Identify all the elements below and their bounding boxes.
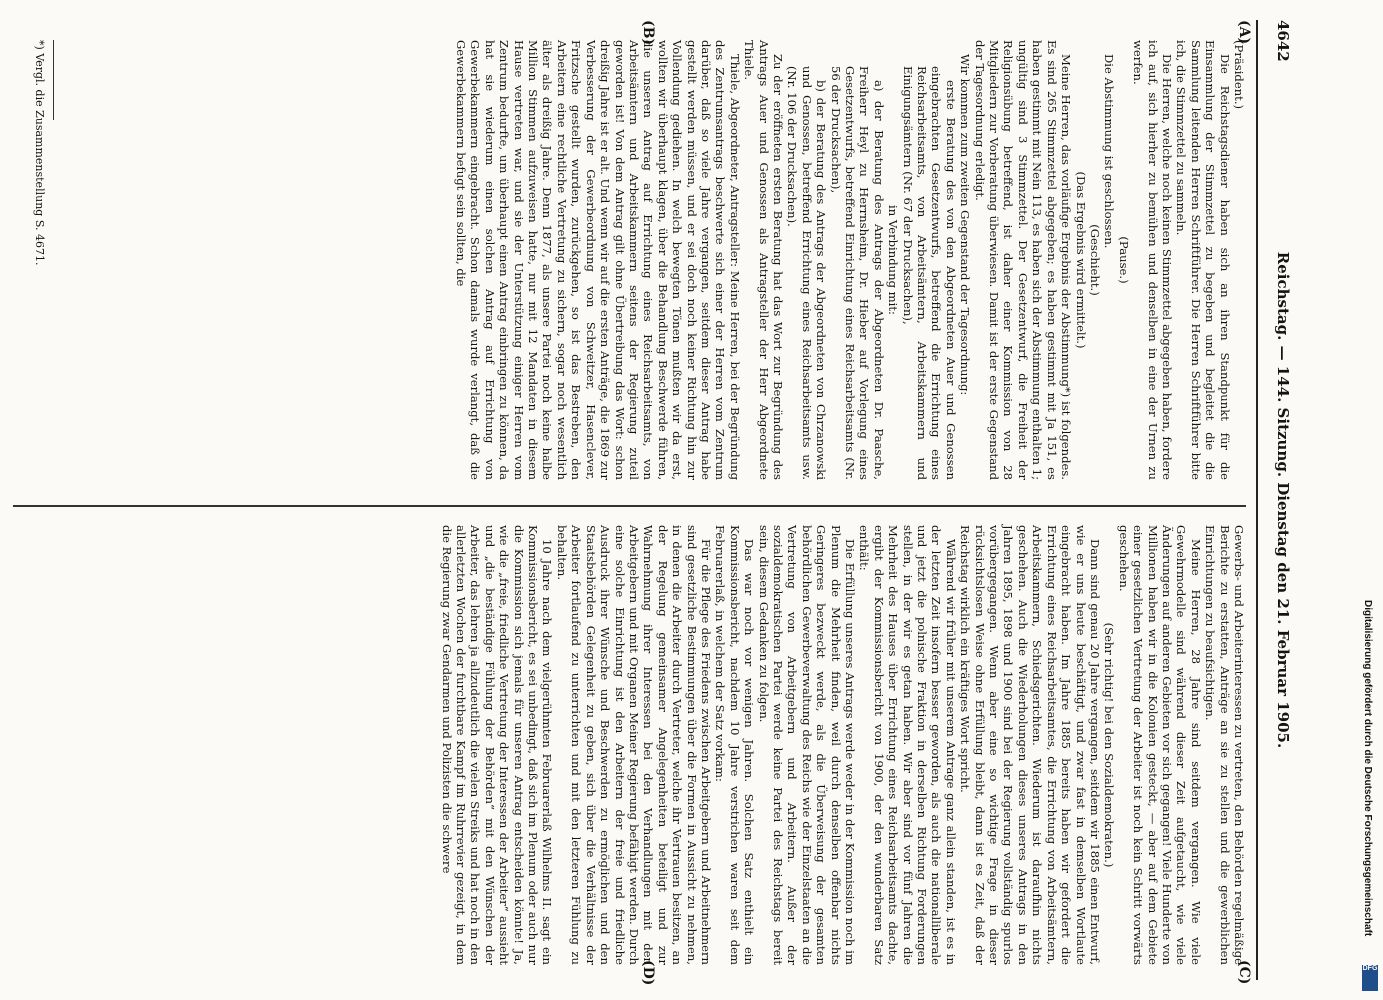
marker-c: (C) bbox=[1236, 960, 1252, 985]
paragraph: Thiele, Abgeordneter, Antragsteller: Meine Herren, bei der Begründung des Zentrumsantrags beschwerte sich einer der Herren vom Zentrum darüber, daß so viele Jahre vergangen, seitdem dieser Antrag habe gestellt werden müssen, und er sei doch noch keiner Richtung hin zur Vollendung gediehen. In welch bewegten Tönen mußten wir da erst, wollten wir überhaupt klagen, über die Behandlung Beschwerde führen, die unseren Antrag auf Errichtung eines Reichsarbeitsamts, von Arbeitsämtern und Arbeitskammern seitens der Regierung zuteil geworden ist! Von dem Antrag gilt ohne Übertreibung das Wort: schon dreißig Jahre ist er alt. Und wenn wir auf die ersten Anträge, die 1869 zur Verbesserung der Gewerbeordnung von Schweitzer, Hasenclever, Fritzsche gestellt wurden, zurückgehen, so ist das Bestreben, den Arbeitern eine rechtliche Vertretung zu sichern, sogar noch wesentlich älter als dreißig Jahre. Denn 1877, als unsere Partei noch keine halbe Million Stimmen aufzuweisen hatte, nur mit 12 Mandaten in diesem Hause vertreten war, und sie der Unterstützung einiger Herren vom Zentrum bedurfte, um überhaupt einen Antrag einbringen zu können, da hat sie wiederum einen solchen Antrag auf Errichtung von Gewerbekammern eingebracht. Schon damals wurde verlangt, daß die Gewerbekammern befugt sein sollten, die bbox=[454, 40, 742, 480]
paragraph: Wir kommen zum zweiten Gegenstand der Tagesordnung: bbox=[958, 54, 973, 396]
paragraph: (Pause.) bbox=[1116, 236, 1131, 284]
paragraph: b) der Beratung des Antrags der Abgeordneten von Chrzanowski und Genossen, betreffend Errichtung eines Reichsarbeitsamts usw. (Nr. 106 der Drucksachen). bbox=[785, 66, 829, 480]
paragraph: Gewerbs- und Arbeiterinteressen zu vertreten, den Behörden regelmäßige Berichte zu erstatten, Anträge an sie zu stellen und die gewerblichen Einrichtungen zu beaufsichtigen. bbox=[1203, 525, 1246, 965]
paragraph: in Verbindung mit: bbox=[886, 205, 901, 315]
marker-b: (B) bbox=[640, 20, 656, 46]
paragraph: erste Beratung des von den Abgeordneten Auer und Genossen eingebrachten Gesetzentwurfs, betreffend die Errichtung eines Reichsarbeitsamts, von Arbeitsämtern, Arbeitskammern und Einigungsämtern (Nr. 67 der Drucksachen), bbox=[900, 66, 958, 480]
paragraph: Die Erfüllung unseres Antrags werde weder in der Kommission noch im Plenum die Mehrheit finden, weil durch denselben offenbar nichts Geringeres bezweckt werde, als die Überweisung der gesamten behördlichen Gewerbeverwaltung des Reichs wie der Einzelstaaten an die Vertretung von Arbeitgebern und Arbeitern. Außer der sozialdemokratischen Partei werde keine Partei des Reichstags bereit sein, diesem Gedanken zu folgen. bbox=[756, 525, 858, 965]
marker-d: (D) bbox=[640, 960, 656, 986]
paragraph: (Geschieht.) bbox=[1087, 224, 1102, 296]
credit-text: Digitalisierung gefördert durch die Deutsche Forschungsgemeinschaft bbox=[1362, 600, 1373, 937]
footnote-rule bbox=[53, 40, 54, 120]
dfg-logo: DFG bbox=[1362, 965, 1378, 991]
paragraph: a) der Beratung des Antrags der Abgeordneten Dr. Paasche, Freiherr Heyl zu Herrnsheim, Dr. Hieber auf Vorlegung eines Gesetzentwurfs, betreffend Einrichtung eines Reichsarbeitsamts (Nr. 56 der Drucksachen), bbox=[828, 66, 886, 480]
paragraph: 10 Jahre nach dem vielgerühmten Februarerlaß Wilhelms II. sagt ein Kommissionsbericht, es sei unbedingt, daß sich im Plenum oder auch nur die Kommission sich jemals für unseren Antrag entscheiden könnte! Ja, wie die „freie, friedliche Vertretung der Interessen der Arbeiter“ aussieht und „die beständige Fühlung der Behörden“ mit den Wünschen der Arbeiter, das lehren ja allzudeutlich die vielen Streiks und hat noch in den allerletzten Wochen der furchtbare Kampf im Ruhrrevier gezeigt, in dem die Regierung zwar Gendarmen und Polizisten die schwere bbox=[439, 525, 555, 965]
paragraph: Für die Pflege des Friedens zwischen Arbeitgebern und Arbeitnehmern sind gesetzliche Bestimmungen über die Formen in Aussicht zu nehmen, in denen die Arbeiter durch Vertreter, welche ihr Vertrauen besitzen, an der Regelung gemeinsamer Angelegenheiten beteiligt und zur Wahrnehmung ihrer Interessen bei den Verhandlungen mit den Arbeitgebern und mit Organen Meiner Regierung befähigt werden. Durch eine solche Einrichtung ist den Arbeitern der freie und friedliche Ausdruck ihrer Wünsche und Beschwerden zu ermöglichen und den Staatsbehörden Gelegenheit zu geben, sich über die Verhältnisse der Arbeiter fortlaufend zu unterrichten und mit den letzteren Fühlung zu behalten. bbox=[554, 525, 713, 965]
paragraph: Die Reichstagsdiener haben sich an ihren Standpunkt für die Einsammlung der Stimmzettel zu begeben und begleitet die die Sammlung leitenden Herren Schriftführer. Die Herren Schriftführer bitte ich, die Stimmzettel zu sammeln. bbox=[1174, 40, 1232, 480]
paragraph: Das war noch vor wenigen Jahren. Solchen Satz enthielt ein Kommissionsbericht, nachdem 10 Jahre verstrichen waren seit dem Februarerlaß, in welchem der Satz vorkam: bbox=[713, 525, 757, 965]
page-header bbox=[1268, 20, 1292, 980]
paragraph: (Das Ergebnis wird ermittelt.) bbox=[1073, 171, 1088, 349]
right-column bbox=[439, 525, 1246, 965]
left-column bbox=[454, 40, 1246, 480]
paragraph: Meine Herren, 28 Jahre sind seitdem vergangen. Wie viele Gewehrmodelle sind während dieser Zeit aufgetaucht, wie viele Änderungen auf anderen Gebieten vor sich gegangen! Viele Hunderte von Millionen haben wir in die Kolonien gesteckt, — aber auf dem Gebiete einer gesetzlichen Vertretung der Arbeiter ist noch kein Schritt vorwärts geschehen. bbox=[1116, 525, 1203, 965]
marker-a: (A) bbox=[1236, 20, 1252, 45]
paragraph: Während wir früher mit unserem Antrage ganz allein standen, ist es in der letzten Zeit insofern besser geworden, als auch die nationalliberale und jetzt die polnische Fraktion in derselben Richtung Forderungen stellen, in der wir es getan haben. Wir aber sind vor fünf Jahren die Mehrheit des Hauses über Errichtung eines Reichsarbeitsamts dachte, ergibt der Kommissionsbericht von 1900, der den wunderbaren Satz enthält: bbox=[857, 525, 958, 965]
digitization-credit bbox=[1359, 600, 1383, 1000]
footnote: *) Vergl. die Zusammenstellung S. 4671. bbox=[33, 40, 46, 266]
paragraph: Meine Herren, das vorläufige Ergebnis der Abstimmung*) ist folgendes. Es sind 265 Stimmzettel abgegeben; es haben gestimmt mit Ja 151, es haben gestimmt mit Nein 113, es haben sich der Abstimmung enthalten 1; ungültig sind 3 Stimmzettel. Der Gesetzentwurf, die Freiheit der Religionsübung betreffend, ist daher einer Kommission von 28 Mitgliedern zur Vorberatung überwiesen. Damit ist der erste Gegenstand der Tagesordnung erledigt. bbox=[972, 40, 1074, 480]
header-rule bbox=[1256, 20, 1258, 980]
column-divider bbox=[13, 505, 1246, 507]
page-number: 4642 bbox=[1274, 20, 1292, 62]
paragraph: Die Herren, welche noch keinen Stimmzettel abgegeben haben, fordere ich auf, sich hierher zu bemühen und denselben in eine der Urnen zu werfen. bbox=[1131, 40, 1174, 480]
page-title: Reichstag. — 144. Sitzung. Dienstag den 21. Februar 1905. bbox=[1274, 251, 1292, 749]
paragraph: (Sehr richtig! bei den Sozialdemokraten.) bbox=[1102, 622, 1117, 868]
paragraph: Die Abstimmung ist geschlossen. bbox=[1102, 54, 1117, 249]
paragraph: Zu der eröffneten ersten Beratung hat das Wort zur Begründung des Antrags Auer und Genossen als Antragsteller der Herr Abgeordnete Thiele. bbox=[742, 40, 785, 480]
paragraph: (Präsident.) bbox=[1232, 40, 1246, 110]
paragraph: Dann sind genau 20 Jahre vergangen, seitdem wir 1885 einen Entwurf, wie er uns heute beschäftigt, und zwar fast in demselben Wortlaute eingebracht haben. Im Jahre 1885 bereits haben wir gefordert die Errichtung eines Reichsarbeitsamtes, die Errichtung von Arbeitsämtern, Arbeitskammern, Schiedsgerichten. Wiederum ist daraufhin nichts geschehen. Auch die Wiederholungen dieses unseres Antrags in den Jahren 1895, 1898 und 1900 sind bei der Regierung vollständig spurlos vorübergegangen. Wenn aber eine so wichtige Frage in dieser rücksichtslosen Weise ohne Erfüllung bleibt, dann ist es Zeit, daß der Reichstag wirklich ein kräftiges Wort spricht. bbox=[958, 525, 1102, 965]
